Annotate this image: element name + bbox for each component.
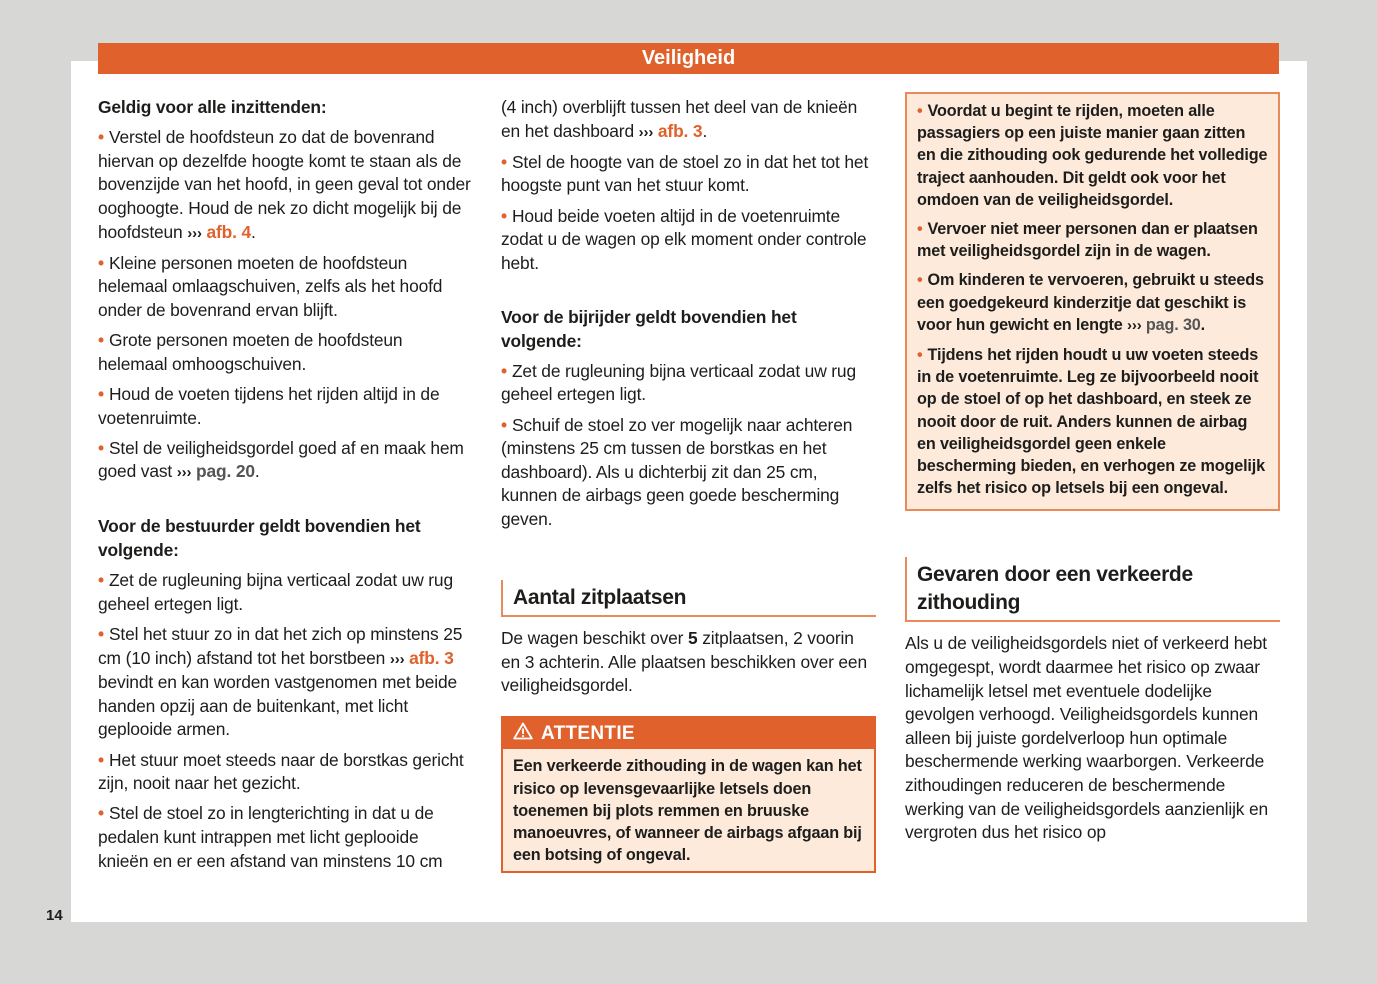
bullet-icon: • xyxy=(98,127,104,148)
column-1 xyxy=(98,96,472,880)
list-item: • Zet de rugleuning bijna verticaal zodat uw rug geheel ertegen ligt. xyxy=(98,570,453,614)
section-title-hazards: Gevaren door een verkeerde zithouding xyxy=(905,557,1280,622)
chapter-header-bar xyxy=(98,43,1279,74)
list-item: • Schuif de stoel zo ver mogelijk naar achteren (minstens 25 cm tussen de borstkas en het dashboard). Als u dichterbij zit dan 25 cm, kunnen de airbags geen goede bescherming geven. xyxy=(501,414,853,529)
bullet-icon: • xyxy=(98,437,104,458)
bullet-icon: • xyxy=(501,360,507,381)
subheading-driver: Voor de bestuurder geldt bovendien het volgende: xyxy=(98,516,421,561)
attention-box xyxy=(501,716,876,874)
figure-link[interactable]: afb. 3 xyxy=(409,647,454,668)
reference-arrow-icon: ››› xyxy=(1127,316,1142,334)
attention-title: ATTENTIE xyxy=(541,723,635,745)
list-item: • Zet de rugleuning bijna verticaal zodat uw rug geheel ertegen ligt. xyxy=(501,360,856,405)
bullet-icon: • xyxy=(98,330,104,351)
reference-arrow-icon: ››› xyxy=(176,464,192,482)
page-link[interactable]: pag. 30 xyxy=(1145,315,1201,334)
attention-body: Een verkeerde zithouding in de wagen kan het risico op levensgevaarlijke letsels doen toenemen bij plots remmen en bruuske manoeuvres, of wanneer de airbags afgaan bij een botsing of ongeval. xyxy=(513,757,862,865)
list-item: • Het stuur moet steeds naar de borstkas gericht zijn, nooit naar het gezicht. xyxy=(98,749,464,794)
bullet-icon: • xyxy=(98,570,104,591)
list-item: • Houd de voeten tijdens het rijden altijd in de voetenruimte. xyxy=(98,383,440,428)
list-item: • Kleine personen moeten de hoofdsteun helemaal omlaagschuiven, zelfs als het hoofd onder de bovenrand ervan blijft. xyxy=(98,252,443,320)
list-item: • Grote personen moeten de hoofdsteun helemaal omhoogschuiven. xyxy=(98,330,403,374)
page-link[interactable]: pag. 20 xyxy=(196,461,255,482)
bullet-icon: • xyxy=(917,102,923,120)
bullet-icon: • xyxy=(501,205,507,226)
bullet-icon: • xyxy=(917,220,923,239)
figure-link[interactable]: afb. 3 xyxy=(657,120,703,141)
list-item: • Stel het stuur zo in dat het zich op minstens 25 cm (10 inch) afstand tot het borstbeen ››› afb. 3 bevindt en kan worden vastgenomen met beide handen opzij aan de buitenkant, met licht geplooide armen. xyxy=(98,624,463,740)
subheading-all-occupants: Geldig voor alle inzittenden: xyxy=(98,97,327,117)
bullet-icon: • xyxy=(98,624,104,645)
section-title-seats: Aantal zitplaatsen xyxy=(501,580,876,617)
list-item: • Stel de stoel zo in lengterichting in dat u de pedalen kunt intrappen met licht geplooide knieën en er een afstand van minstens 10 cm xyxy=(98,803,443,871)
column-3 xyxy=(905,96,1280,851)
list-item: • Stel de hoogte van de stoel zo in dat het tot het hoogste punt van het stuur komt. xyxy=(501,151,869,196)
page-number: 14 xyxy=(46,907,63,924)
figure-link[interactable]: afb. 4 xyxy=(206,221,252,242)
column-2 xyxy=(501,96,876,873)
reference-arrow-icon: ››› xyxy=(389,650,405,668)
warning-item: • Om kinderen te vervoeren, gebruikt u steeds een goedgekeurd kinderzitje dat geschikt is voor hun gewicht en lengte ››› pag. 30. xyxy=(917,271,1264,334)
bullet-icon: • xyxy=(501,414,507,435)
warning-item: • Voordat u begint te rijden, moeten alle passagiers op een juiste manier gaan zitten en die zithouding ook gedurende het volledige traject aanhouden. Dit geldt ook voor het omdoen van de veiligheidsgordel. xyxy=(917,102,1268,209)
warning-item: • Tijdens het rijden houdt u uw voeten steeds in de voetenruimte. Leg ze bijvoorbeeld nooit op de stoel of op het dashboard, en steek ze nooit door de ruit. Anders kunnen de airbag en veiligheidsgordel geen enkele bescherming bieden, en verhogen ze mogelijk zelfs het risico op letsels bij een ongeval. xyxy=(917,346,1265,498)
list-item: • Stel de veiligheidsgordel goed af en maak hem goed vast ››› pag. 20. xyxy=(98,437,464,482)
bullet-icon: • xyxy=(917,271,923,290)
attention-header xyxy=(503,718,874,750)
warning-triangle-icon xyxy=(513,722,533,747)
hazards-paragraph: Als u de veiligheidsgordels niet of verkeerd hebt omgegespt, wordt daarmee het risico op zwaar lichamelijk letsel met eventuele dodelijke gevolgen verhoogd. Veiligheidsgordels kunnen alleen bij juiste gordelverloop hun optimale beschermende werking waarborgen. Verkeerde zithoudingen reduceren de beschermende werking van de veiligheidsgordels aanzienlijk en vergroten dus het risico op xyxy=(905,633,1269,843)
bullet-icon: • xyxy=(501,151,507,172)
seat-count: 5 xyxy=(688,628,698,649)
bullet-icon: • xyxy=(98,803,104,824)
continued-text: (4 inch) overblijft tussen het deel van de knieën en het dashboard ››› afb. 3. xyxy=(501,97,858,141)
bullet-icon: • xyxy=(917,346,923,365)
seats-paragraph: De wagen beschikt over 5 zitplaatsen, 2 voorin en 3 achterin. Alle plaatsen beschikken over een veiligheidsgordel. xyxy=(501,628,867,696)
warning-continuation-box xyxy=(905,92,1280,511)
reference-arrow-icon: ››› xyxy=(638,123,654,141)
list-item: • Houd beide voeten altijd in de voetenruimte zodat u de wagen op elk moment onder controle hebt. xyxy=(501,205,867,273)
bullet-icon: • xyxy=(98,749,104,770)
subheading-passenger: Voor de bijrijder geldt bovendien het volgende: xyxy=(501,306,797,351)
warning-item: • Vervoer niet meer personen dan er plaatsen met veiligheidsgordel zijn in de wagen. xyxy=(917,220,1258,261)
reference-arrow-icon: ››› xyxy=(187,224,202,242)
chapter-title: Veiligheid xyxy=(641,47,736,69)
bullet-icon: • xyxy=(98,383,104,404)
bullet-icon: • xyxy=(98,252,104,273)
list-item: • Verstel de hoofdsteun zo dat de bovenrand hiervan op dezelfde hoogte komt te staan als de bovenzijde van het hoofd, in geen geval tot onder ooghoogte. Houd de nek zo dicht mogelijk bij de hoofdsteun ››› afb. 4. xyxy=(98,127,471,242)
